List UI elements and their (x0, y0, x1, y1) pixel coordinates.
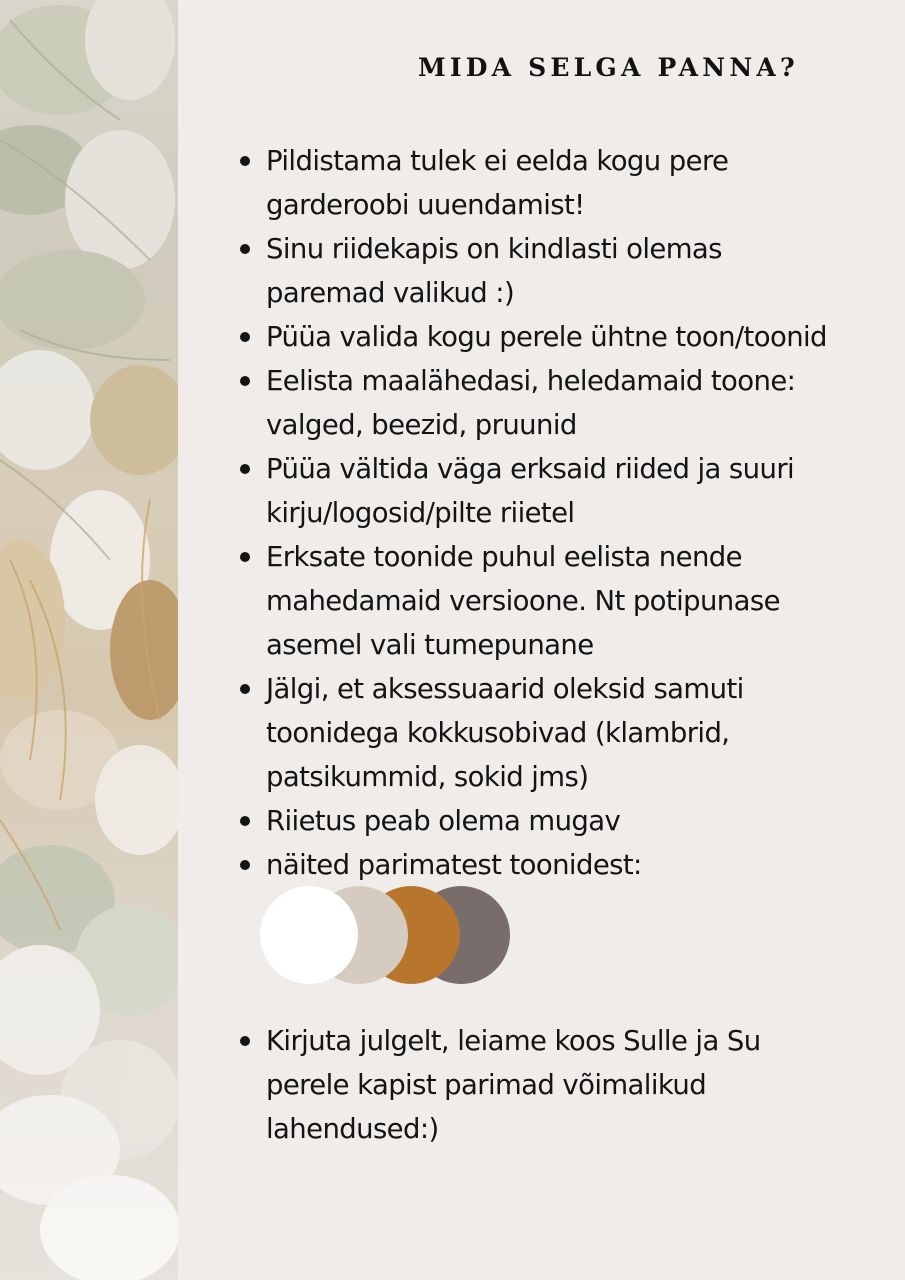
list-item: Riietus peab olema mugav (238, 799, 905, 843)
closing-list (238, 1019, 905, 1151)
list-item: Sinu riidekapis on kindlasti olemas paremad valikud :) (238, 227, 905, 315)
floral-photo-strip (0, 0, 178, 1280)
content-panel (178, 0, 905, 1280)
list-item: näited parimatest toonidest: (238, 843, 905, 887)
list-item: Püüa valida kogu perele ühtne toon/toonid (238, 315, 905, 359)
page-title: MIDA SELGA PANNA? (418, 53, 799, 82)
tips-list (238, 139, 905, 887)
color-swatches (258, 886, 518, 986)
list-item: Püüa vältida väga erksaid riided ja suuri kirju/logosid/pilte riietel (238, 447, 905, 535)
list-item: Jälgi, et aksessuaarid oleksid samuti toonidega kokkusobivad (klambrid, patsikummid, sokid jms) (238, 667, 905, 799)
dried-flowers-illustration (0, 0, 178, 1280)
list-item: Pildistama tulek ei eelda kogu pere garderoobi uuendamist! (238, 139, 905, 227)
list-item: Eelista maalähedasi, heledamaid toone: valged, beezid, pruunid (238, 359, 905, 447)
list-item: Erksate toonide puhul eelista nende mahedamaid versioone. Nt potipunase asemel vali tumepunane (238, 535, 905, 667)
list-item: Kirjuta julgelt, leiame koos Sulle ja Su perele kapist parimad võimalikud lahendused:) (238, 1019, 905, 1151)
swatch-white (260, 886, 358, 984)
